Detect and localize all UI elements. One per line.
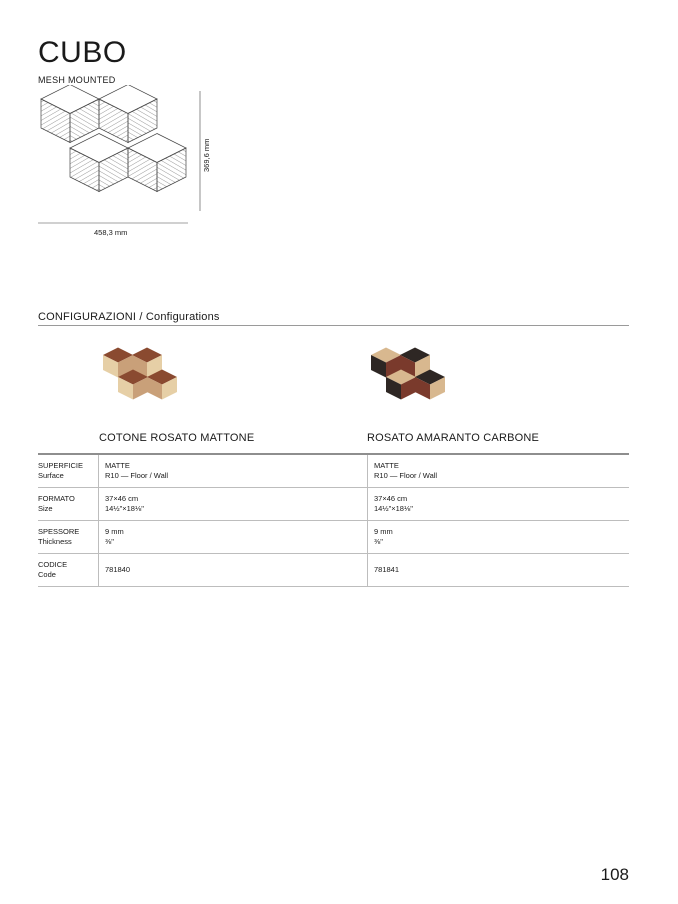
cell-value: 14½"×18⅛" — [374, 503, 413, 513]
cell-value: ⅜" — [374, 536, 383, 546]
table-row — [38, 454, 629, 488]
label-it: CODICE — [38, 560, 68, 569]
variant-name-2: ROSATO AMARANTO CARBONE — [367, 432, 540, 444]
label-en: Surface — [38, 470, 64, 480]
cell — [99, 454, 368, 488]
label-it: FORMATO — [38, 494, 75, 503]
cell — [368, 521, 630, 554]
cell-value: 781841 — [374, 565, 400, 575]
table-row — [38, 554, 629, 587]
height-dimension: 369,6 mm — [202, 138, 211, 172]
cell-value: 14½"×18⅛" — [105, 503, 144, 513]
page-number: 108 — [600, 865, 629, 884]
label-it: SUPERFICIE — [38, 461, 84, 470]
row-label — [38, 454, 99, 488]
cell-value: MATTE — [105, 461, 130, 470]
variant-swatch-1 — [96, 345, 186, 417]
variant-swatch-2 — [364, 345, 454, 417]
cell — [368, 554, 630, 587]
cell-value: 9 mm — [374, 527, 393, 536]
row-label — [38, 488, 99, 521]
table-row — [38, 521, 629, 554]
cell-value: 781840 — [105, 565, 131, 575]
page-title: CUBO — [38, 36, 127, 69]
subtitle: MESH MOUNTED — [38, 75, 116, 85]
cell-value: MATTE — [374, 461, 399, 470]
cell-value: 9 mm — [105, 527, 124, 536]
cell — [368, 454, 630, 488]
label-en: Code — [38, 569, 56, 579]
label-en: Thickness — [38, 536, 72, 546]
section-divider — [38, 325, 629, 326]
cell-value: R10 — Floor / Wall — [105, 470, 169, 480]
cell-value: R10 — Floor / Wall — [374, 470, 438, 480]
mesh-drawing — [30, 85, 220, 250]
cell-value: 37×46 cm — [105, 494, 139, 503]
table-row — [38, 488, 629, 521]
variant-name-1: COTONE ROSATO MATTONE — [99, 432, 255, 444]
row-label — [38, 554, 99, 587]
cell — [99, 488, 368, 521]
section-title: CONFIGURAZIONI / Configurations — [38, 311, 220, 323]
cell — [99, 521, 368, 554]
cell — [99, 554, 368, 587]
cell — [368, 488, 630, 521]
cell-value: 37×46 cm — [374, 494, 408, 503]
label-en: Size — [38, 503, 53, 513]
cell-value: ⅜" — [105, 536, 114, 546]
width-dimension: 458,3 mm — [94, 228, 128, 237]
label-it: SPESSORE — [38, 527, 80, 536]
row-label — [38, 521, 99, 554]
spec-table — [38, 453, 629, 587]
